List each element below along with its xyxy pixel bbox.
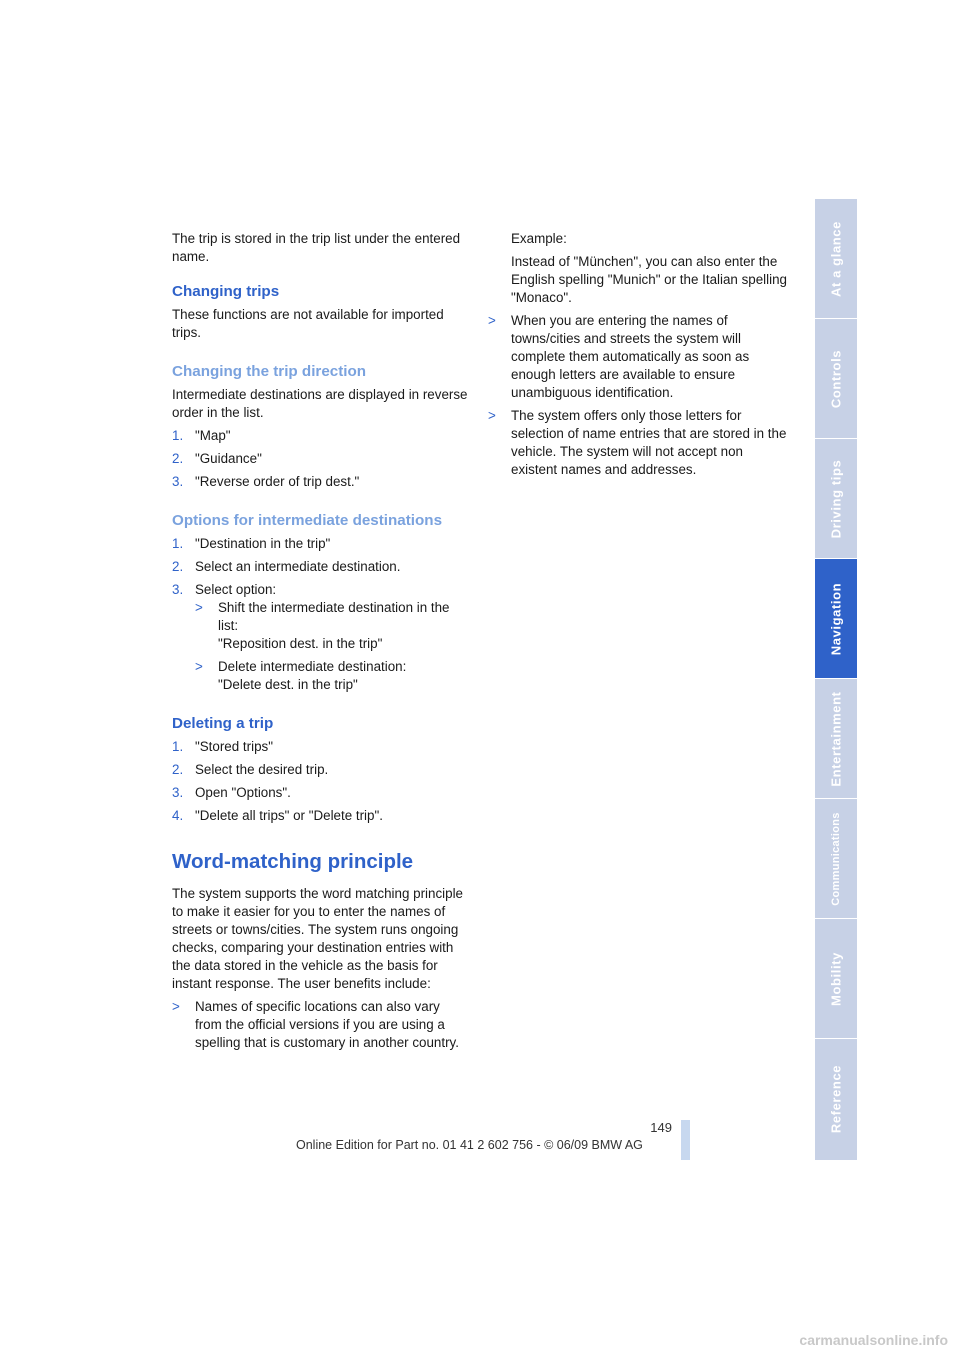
bullet-marker: > xyxy=(195,600,203,615)
step-text: Select option: xyxy=(195,582,277,597)
tab-label: Reference xyxy=(828,1064,844,1134)
page-number-bar xyxy=(681,1120,690,1160)
left-column xyxy=(172,230,468,1057)
list-item xyxy=(195,658,468,694)
step-number: 3. xyxy=(172,474,184,489)
list-item xyxy=(172,535,468,553)
bullet-text: Names of specific locations can also vary from the official versions if you are using a spelling that is customary in another country. xyxy=(195,999,459,1050)
right-column xyxy=(488,230,788,484)
heading-deleting-trip: Deleting a trip xyxy=(172,715,274,732)
list-item xyxy=(172,558,468,576)
intermediate-options-steps xyxy=(172,535,468,694)
tab-label: Communications xyxy=(830,812,842,906)
heading-changing-trips: Changing trips xyxy=(172,283,280,300)
step-number: 1. xyxy=(172,739,184,754)
tab-communications[interactable] xyxy=(815,798,857,918)
page-number: 149 xyxy=(650,1120,672,1135)
bullet-text: When you are entering the names of towns/cities and streets the system will complete them automatically as soon as enough letters are available to ensure unambiguous identification. xyxy=(511,313,750,400)
step-text: "Stored trips" xyxy=(195,739,273,754)
example-label: Example: xyxy=(511,231,567,246)
list-item xyxy=(172,427,468,445)
trip-direction-steps xyxy=(172,427,468,491)
list-item xyxy=(172,738,468,756)
list-item xyxy=(172,784,468,802)
tab-mobility[interactable] xyxy=(815,918,857,1038)
trip-direction-text: Intermediate destinations are displayed in reverse order in the list. xyxy=(172,387,468,420)
step-text: "Delete all trips" or "Delete trip". xyxy=(195,808,383,823)
tab-at-a-glance[interactable] xyxy=(815,198,857,318)
tab-label: Navigation xyxy=(828,582,844,656)
intro-paragraph: The trip is stored in the trip list under the entered name. xyxy=(172,231,461,264)
step-number: 2. xyxy=(172,762,184,777)
example-text: Instead of "München", you can also enter the English spelling "Munich" or the Italian spelling "Monaco". xyxy=(511,254,787,305)
option-sublist xyxy=(195,599,468,694)
sub-option-text: Shift the intermediate destination in the list: xyxy=(218,600,450,633)
tab-entertainment[interactable] xyxy=(815,678,857,798)
sub-option-menu: "Delete dest. in the trip" xyxy=(218,677,358,692)
heading-intermediate-options: Options for intermediate destinations xyxy=(172,512,443,529)
list-item xyxy=(172,450,468,468)
tab-label: Entertainment xyxy=(828,691,844,787)
tab-reference[interactable] xyxy=(815,1038,857,1160)
step-text: "Destination in the trip" xyxy=(195,536,331,551)
tab-navigation[interactable] xyxy=(815,558,857,678)
chapter-tab-bar xyxy=(815,198,857,1160)
list-item xyxy=(488,407,788,479)
heading-word-matching: Word-matching principle xyxy=(172,850,414,873)
tab-label: Controls xyxy=(828,349,844,409)
step-text: Select an intermediate destination. xyxy=(195,559,401,574)
step-text: "Map" xyxy=(195,428,231,443)
sub-option-text: Delete intermediate destination: xyxy=(218,659,407,674)
list-item xyxy=(172,998,468,1052)
step-number: 1. xyxy=(172,536,184,551)
list-item xyxy=(172,761,468,779)
step-text: Open "Options". xyxy=(195,785,291,800)
list-item xyxy=(488,230,788,307)
step-text: Select the desired trip. xyxy=(195,762,329,777)
tab-label: At a glance xyxy=(828,221,844,297)
watermark: carmanualsonline.info xyxy=(799,1332,948,1348)
list-item xyxy=(172,473,468,491)
step-number: 1. xyxy=(172,428,184,443)
step-number: 3. xyxy=(172,785,184,800)
word-matching-bullets xyxy=(172,998,468,1052)
tab-controls[interactable] xyxy=(815,318,857,438)
step-number: 2. xyxy=(172,451,184,466)
list-item xyxy=(172,581,468,694)
tab-driving-tips[interactable] xyxy=(815,438,857,558)
bullet-marker: > xyxy=(488,408,496,423)
bullet-marker: > xyxy=(488,313,496,328)
step-text: "Guidance" xyxy=(195,451,262,466)
bullet-marker: > xyxy=(172,999,180,1014)
tab-label: Mobility xyxy=(828,952,844,1006)
word-matching-text: The system supports the word matching principle to make it easier for you to enter the names of streets or towns/cities. The system runs ongoing checks, comparing your destination entries with the data stored in the vehicle as the basis for instant response. The user benefits include: xyxy=(172,886,464,991)
deleting-trip-steps xyxy=(172,738,468,825)
step-number: 3. xyxy=(172,582,184,597)
step-number: 4. xyxy=(172,808,184,823)
step-number: 2. xyxy=(172,559,184,574)
right-bullets xyxy=(488,230,788,479)
sub-option-menu: "Reposition dest. in the trip" xyxy=(218,636,383,651)
list-item xyxy=(172,807,468,825)
changing-trips-text: These functions are not available for imported trips. xyxy=(172,307,444,340)
tab-label: Driving tips xyxy=(828,459,844,539)
bullet-marker: > xyxy=(195,659,203,674)
heading-trip-direction: Changing the trip direction xyxy=(172,363,367,380)
bullet-text: The system offers only those letters for selection of name entries that are stored in the vehicle. The system will not accept non existent names and addresses. xyxy=(511,408,787,477)
list-item xyxy=(488,312,788,402)
list-item xyxy=(195,599,468,653)
step-text: "Reverse order of trip dest." xyxy=(195,474,360,489)
footer-edition: Online Edition for Part no. 01 41 2 602 756 - © 06/09 BMW AG xyxy=(296,1138,643,1152)
